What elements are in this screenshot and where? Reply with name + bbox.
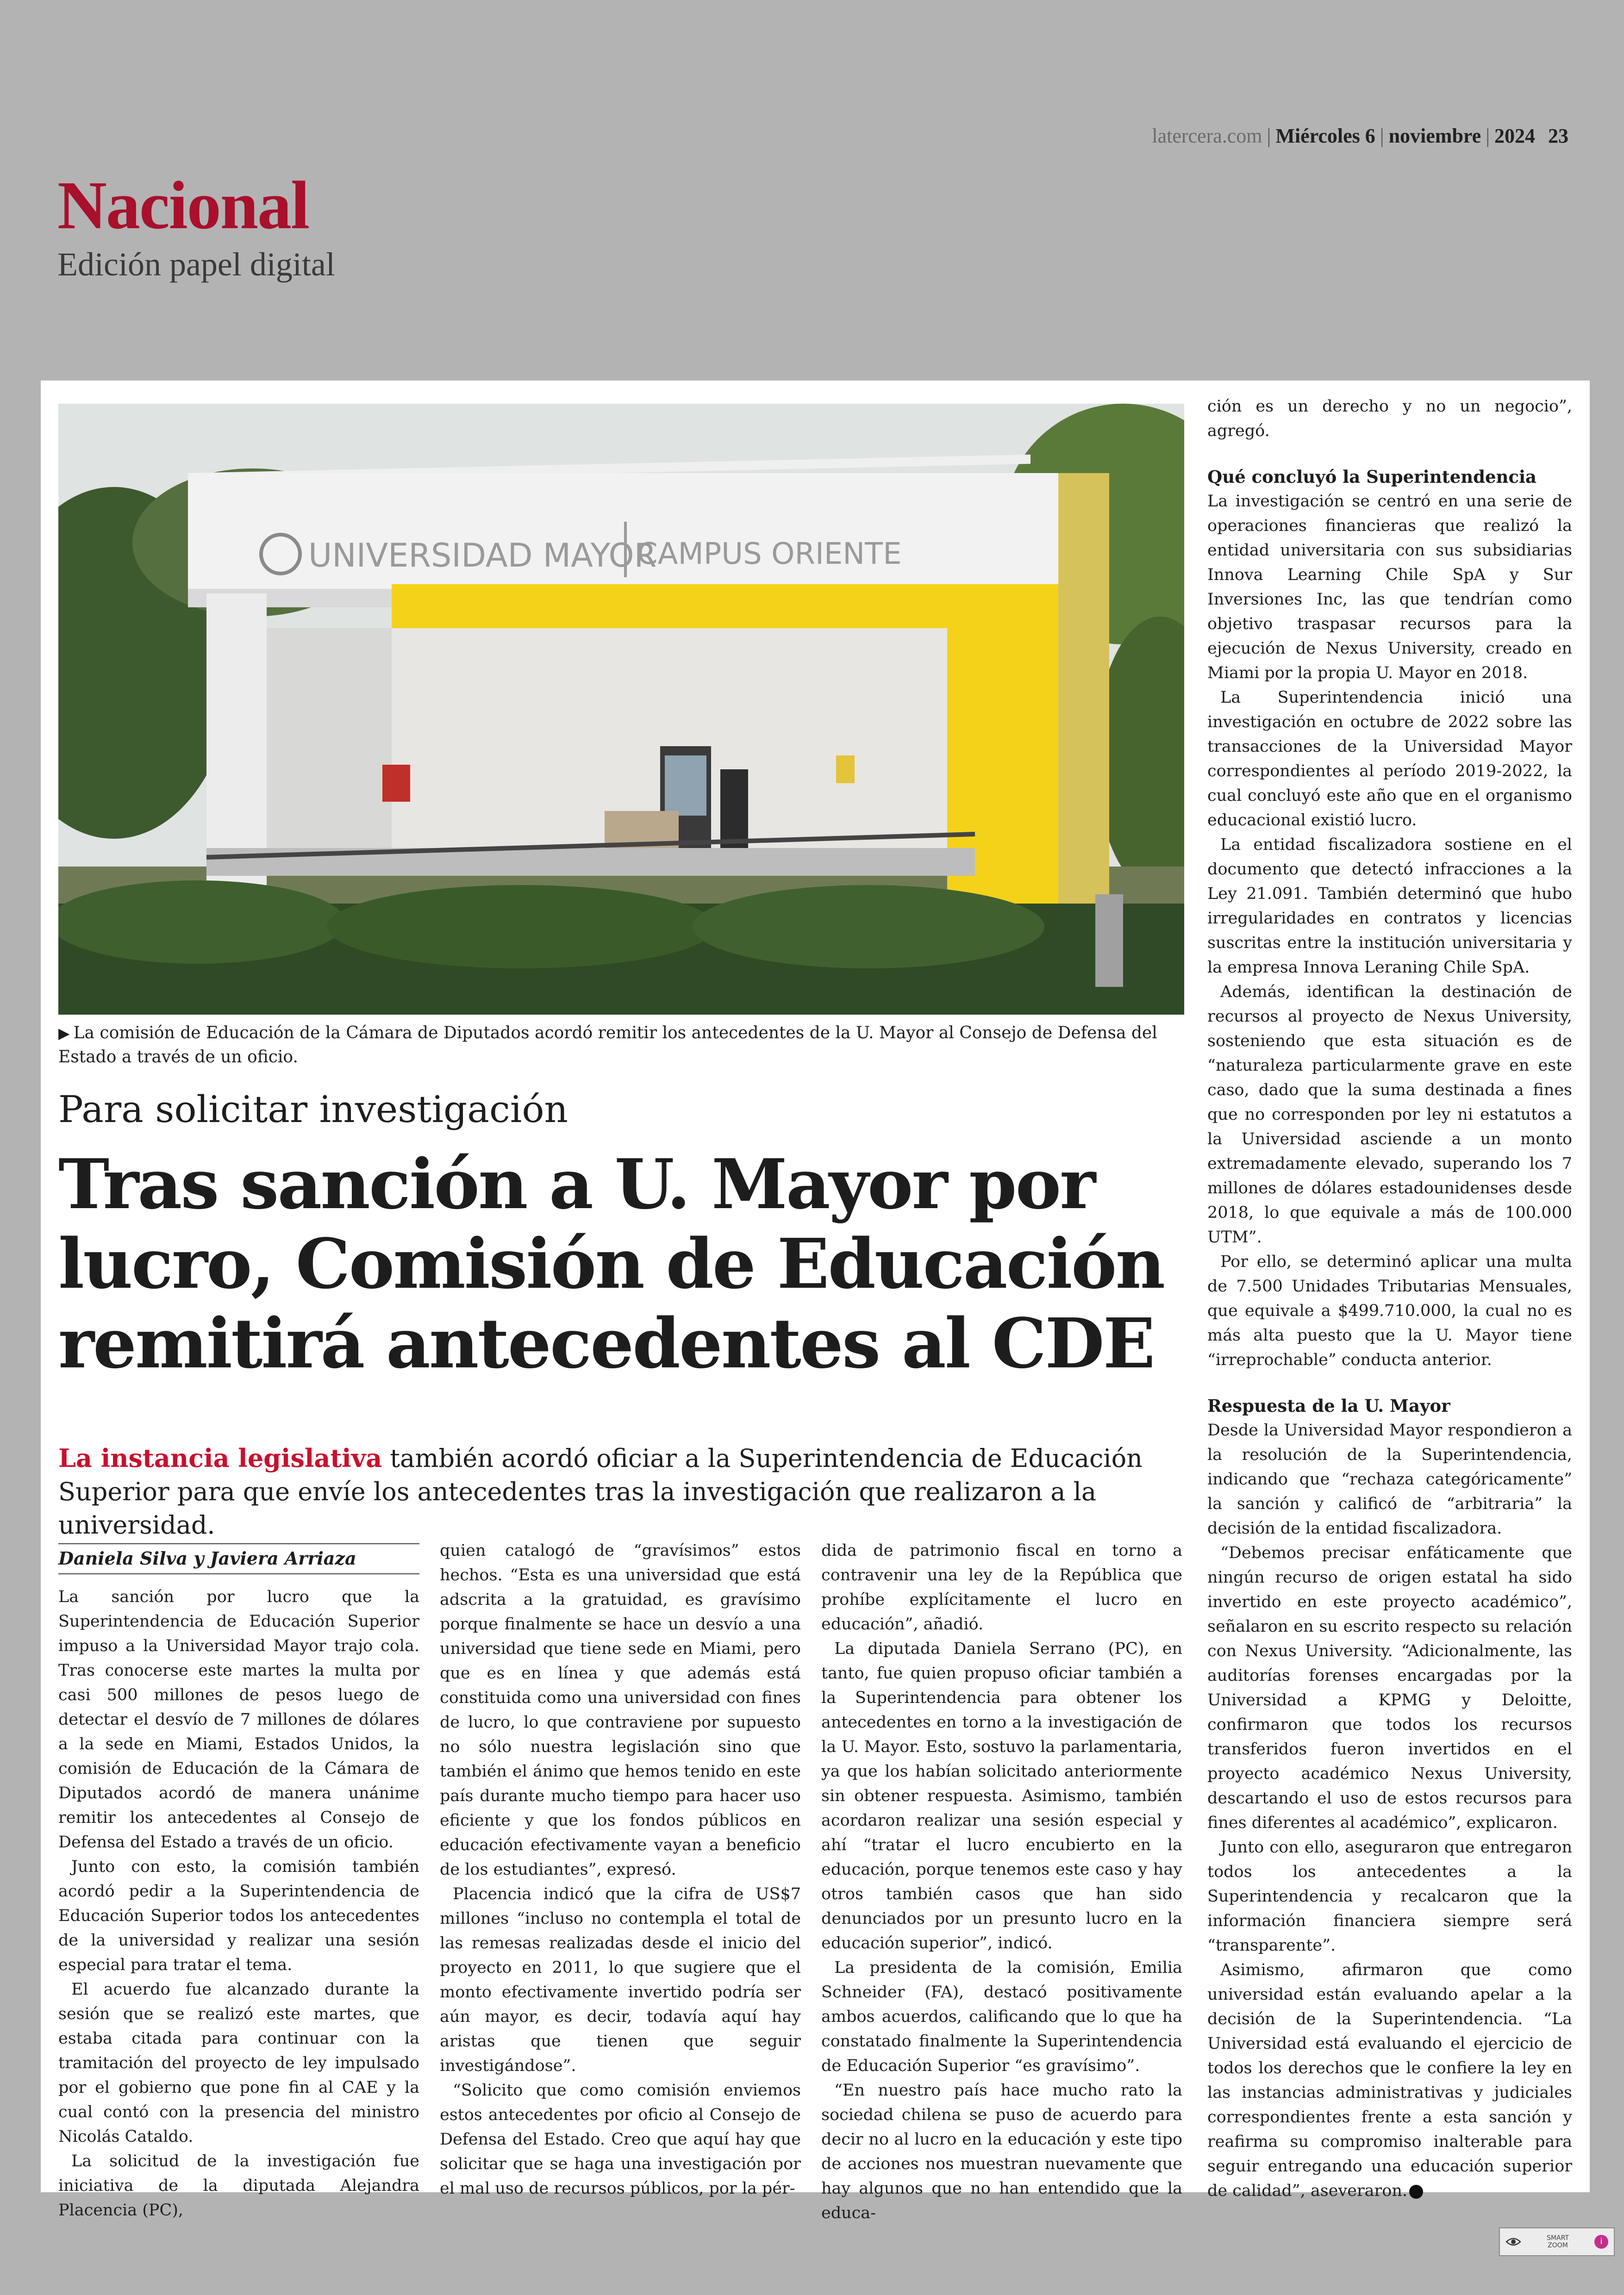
smart-zoom-label-line2: ZOOM (1548, 2242, 1568, 2249)
article-lede (58, 1441, 1188, 1542)
lede-text: también acordó oficiar a la Superintendencia de Educación Superior para que envíe los antecedentes tras la investigación que realizaron a la universidad. (58, 1444, 1143, 1540)
subheading-superintendencia: Qué concluyó la Superintendencia (1207, 467, 1537, 487)
paragraph: “En nuestro país hace mucho rato la sociedad chilena se puso de acuerdo para decir no al lucro en la educación y este tipo de acciones nos muestran nuevamente que hay algunos que no han entendido que la educa- (821, 2081, 1182, 2222)
article-column-2 (440, 1539, 801, 2201)
paragraph: La entidad fiscalizadora sostiene en el documento que detectó infracciones a la Ley 21.091. También determinó que hubo irregularidades en contratos y licencias suscritas entre la institución universitaria y la empresa Innova Leraning Chile SpA. (1207, 836, 1572, 977)
weekday: Miércoles 6 (1275, 125, 1375, 147)
end-mark-icon (1409, 2185, 1423, 2199)
eye-icon (1505, 2237, 1521, 2247)
caption-arrow-icon: ▶ (58, 1024, 70, 1042)
campus-building-image (58, 404, 1184, 1015)
article-kicker: Para solicitar investigación (58, 1088, 568, 1131)
lede-lead: La instancia legislativa (58, 1443, 382, 1473)
smart-zoom-button[interactable] (1499, 2227, 1615, 2256)
article-column-3 (821, 1539, 1182, 2226)
paragraph: La presidenta de la comisión, Emilia Schneider (FA), destacó positivamente ambos acuerdos, calificando que lo que ha constatado finalmente la Superintendencia de Educación Superior “es gravísimo”. (821, 1958, 1182, 2075)
photo-caption (58, 1021, 1179, 1069)
byline: Daniela Silva y Javiera Arriaza (58, 1543, 419, 1574)
paragraph-last (1207, 1958, 1572, 2203)
smart-zoom-label (1547, 2234, 1569, 2249)
paragraph: La diputada Daniela Serrano (PC), en tanto, fue quien propuso oficiar también a la Superintendencia para obtener los antecedentes en torno a la investigación de la U. Mayor. Esto, sostuvo la parlamentaria, ya que los habían solicitado anteriormente sin obtener respuesta. Asimismo, también acordaron realizar una sesión especial y ahí “tratar el lucro encubierto en la educación, porque tenemos este caso y hay otros también casos que han sido denunciados por un presunto lucro en la educación superior”, indicó. (821, 1640, 1182, 1952)
section-title: Nacional (57, 168, 309, 243)
paragraph: dida de patrimonio fiscal en torno a contravenir una ley de la República que prohíbe explícitamente el lucro en educación”, añadió. (821, 1541, 1182, 1634)
paragraph: La solicitud de la investigación fue iniciativa de la diputada Alejandra Placencia (PC), (58, 2152, 419, 2220)
subheading-respuesta: Respuesta de la U. Mayor (1207, 1396, 1450, 1416)
paragraph: Junto con esto, la comisión también acordó pedir a la Superintendencia de Educación Superior todos los antecedentes de la universidad y realizar una sesión especial para tratar el tema. (58, 1858, 419, 1974)
article-column-4 (1207, 394, 1572, 2203)
paragraph: La sanción por lucro que la Superintendencia de Educación Superior impuso a la Universidad Mayor trajo cola. Tras conocerse este martes la multa por casi 500 millones de pesos luego de detectar el desvío de 7 millones de dólares a la sede en Miami, Estados Unidos, la comisión de Educación de la Cámara de Diputados acordó de manera unánime remitir los antecedentes al Consejo de Defensa del Estado a través de un oficio. (58, 1588, 419, 1852)
newspaper-page (41, 380, 1590, 2222)
page-number: 23 (1548, 125, 1568, 147)
paragraph: “Debemos precisar enfáticamente que ningún recurso de origen estatal ha sido invertido en este proyecto académico”, señalaron en su escrito respecto su relación con Nexus University. “Adicionalmente, las auditorías forenses encargadas por la Universidad a KPMG y Deloitte, confirmaron que todos los recursos transferidos fueron invertidos en el proyecto académico Nexus University, descartando el uso de estos recursos para fines diferentes al académico”, explicaron. (1207, 1544, 1572, 1832)
article-column-1 (58, 1585, 419, 2223)
paragraph: quien catalogó de “gravísimos” estos hechos. “Esta es una universidad que está adscrita a la gratuidad, es gravísimo porque finalmente se hace un desvío a una universidad que tiene sede en Miami, pero que es en línea y que además está constituida como una universidad con fines de lucro, lo que contraviene por supuesto no sólo nuestra legislación sino que también el ánimo que hemos tenido en este país durante mucho tiempo para hacer uso eficiente y que los fondos públicos en educación efectivamente vayan a beneficio de los estudiantes”, expresó. (440, 1541, 801, 1879)
month: noviembre (1388, 125, 1481, 147)
paragraph: El acuerdo fue alcanzado durante la sesión que se realizó este martes, que estaba citada para continuar con la tramitación del proyecto de ley impulsado por el gobierno que pone fin al CAE y la cual contó con la presencia del ministro Nicolás Cataldo. (58, 1980, 419, 2146)
site-name: latercera.com (1152, 125, 1262, 147)
paragraph: La investigación se centró en una serie de operaciones financieras que realizó la entidad universitaria con sus subsidiarias Innova Learning Chile SpA y Sur Inversiones Inc, las que tendrían como objetivo traspasar recursos para la ejecución de Nexus University, creado en Miami por la propia U. Mayor en 2018. (1207, 492, 1572, 682)
paragraph: Desde la Universidad Mayor respondieron a la resolución de la Superintendencia, indicando que “rechaza categóricamente” la sanción y calificó de “arbitraria” la decisión de la entidad fiscalizadora. (1207, 1421, 1572, 1538)
issue-date-line: latercera.com | Miércoles 6 | noviembre | 2024 23 (1152, 125, 1568, 147)
last-paragraph-text: Asimismo, afirmaron que como universidad están evaluando apelar a la decisión de la Superintendencia. “La Universidad está evaluando el ejercicio de todos los derechos que le confiere la ley en las instancias administrativas y judiciales correspondientes frente a esta sanción y reafirma su compromiso inalterable para seguir entregando una educación superior de calidad”, aseveraron. (1207, 1961, 1572, 2200)
paragraph: Por ello, se determinó aplicar una multa de 7.500 Unidades Tributarias Mensuales, que equivale a $499.710.000, la cual no es más alta puesto que la U. Mayor tiene “irreprochable” conducta anterior. (1207, 1253, 1572, 1369)
paragraph: Además, identifican la destinación de recursos al proyecto de Nexus University, sosteniendo que esta situación es de “naturaleza particularmente grave en este caso, dado que la suma destinada a fines que no corresponden por ley ni estatutos a la Universidad asciende a un monto extremadamente elevado, superando los 7 millones de dólares estadounidenses desde 2018, lo que equivale a más de 100.000 UTM”. (1207, 983, 1572, 1247)
paragraph: ción es un derecho y no un negocio”, agregó. (1207, 397, 1572, 440)
year: 2024 (1494, 125, 1535, 147)
sign-text-left: UNIVERSIDAD MAYOR (308, 536, 657, 574)
paragraph: Junto con ello, aseguraron que entregaron todos los antecedentes a la Superintendencia y recalcaron que la información financiera siempre será “transparente”. (1207, 1838, 1572, 1955)
article-photo[interactable] (58, 404, 1184, 1015)
article-headline: Tras sanción a U. Mayor por lucro, Comisión de Educación remitirá antecedentes al CDE (58, 1144, 1164, 1384)
paragraph: “Solicito que como comisión enviemos estos antecedentes por oficio al Consejo de Defensa del Estado. Creo que aquí hay que solicitar que se haga una investigación por el mal uso de recursos públicos, por la pér- (440, 2081, 801, 2198)
paragraph: Placencia indicó que la cifra de US$7 millones “incluso no contempla el total de las remesas realizadas desde el inicio del proyecto en 2011, lo que sugiere que el monto efectivamente invertido podría ser aún mayor, es decir, todavía aquí hay aristas que tienen que seguir investigándose”. (440, 1885, 801, 2075)
sign-text-right: CAMPUS ORIENTE (637, 537, 902, 571)
info-badge-icon[interactable]: i (1594, 2235, 1608, 2249)
paragraph: La Superintendencia inició una investigación en octubre de 2022 sobre las transacciones de la Universidad Mayor correspondientes al período 2019-2022, la cual concluyó este año que en el organismo educacional existió lucro. (1207, 688, 1572, 829)
caption-text: La comisión de Educación de la Cámara de Diputados acordó remitir los antecedentes de la U. Mayor al Consejo de Defensa del Estado a través de un oficio. (58, 1023, 1157, 1066)
smart-zoom-label-line1: SMART (1547, 2234, 1569, 2242)
edition-label: Edición papel digital (57, 246, 335, 283)
